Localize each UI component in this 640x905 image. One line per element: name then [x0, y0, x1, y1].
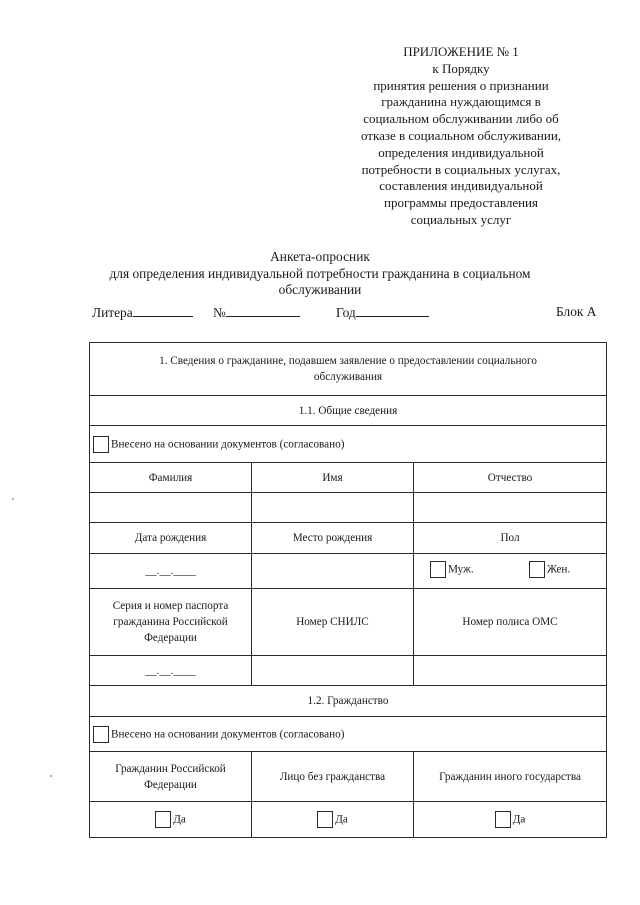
date-placeholder: __.__.____: [145, 664, 196, 677]
documents-checkbox-cell: [90, 426, 607, 463]
meta-line: [0, 304, 640, 322]
title-line-1: Анкета-опросник: [270, 249, 370, 264]
oms-field[interactable]: [414, 656, 607, 686]
documents-checkbox[interactable]: [93, 726, 109, 743]
names-input-row: [90, 493, 607, 523]
patronymic-header: Отчество: [414, 463, 607, 493]
stateless-yes-cell: [252, 802, 414, 838]
litera-blank[interactable]: [133, 304, 193, 317]
appendix-line: потребности в социальных услугах,: [361, 161, 561, 177]
surname-field[interactable]: [90, 493, 252, 523]
gender-male-option[interactable]: [430, 561, 474, 578]
appendix-line: принятия решения о признании: [373, 77, 549, 93]
year-blank[interactable]: [356, 304, 429, 317]
foreign-citizen-header: Гражданин иного государства: [414, 752, 607, 802]
gender-cell: [414, 554, 607, 589]
birth-input-row: [90, 554, 607, 589]
litera-label: Литера: [92, 305, 133, 320]
yes-label: Да: [335, 813, 348, 826]
subsection-citizenship-title: 1.2. Гражданство: [90, 686, 607, 717]
birth-date-field[interactable]: [90, 554, 252, 589]
scan-speck: [50, 775, 52, 777]
gender-female-option[interactable]: [529, 561, 570, 578]
passport-header-line: Федерации: [144, 632, 197, 644]
documents-checkbox-label: Внесено на основании документов (согласовано): [111, 728, 345, 740]
citizen-rf-header-line: Гражданин Российской: [115, 762, 226, 775]
name-field[interactable]: [252, 493, 414, 523]
section1-title-line-2: обслуживания: [313, 371, 383, 383]
section1-title: [90, 343, 607, 396]
year-label: Год: [336, 305, 356, 320]
appendix-line: социальном обслуживании либо об: [363, 111, 559, 127]
appendix-line: отказе в социальном обслуживании,: [360, 127, 562, 143]
section-header-row: [90, 343, 607, 396]
passport-header-line: Серия и номер паспорта: [112, 600, 229, 612]
citizen-rf-yes-checkbox[interactable]: [155, 811, 171, 828]
foreign-citizen-yes-checkbox[interactable]: [495, 811, 511, 828]
patronymic-field[interactable]: [414, 493, 607, 523]
oms-header: Номер полиса ОМС: [414, 589, 607, 656]
number-blank[interactable]: [226, 304, 300, 317]
litera-field: [92, 304, 193, 321]
documents-row: [90, 426, 607, 463]
yes-label: Да: [173, 813, 186, 826]
documents-checkbox-label: Внесено на основании документов (согласовано): [111, 438, 345, 450]
title-line-3: обслуживании: [278, 282, 362, 298]
documents-input-row: [90, 656, 607, 686]
appendix-header: [330, 44, 592, 229]
stateless-yes-checkbox[interactable]: [317, 811, 333, 828]
yes-label: Да: [512, 813, 526, 826]
number-label: №: [213, 305, 226, 320]
documents-checkbox[interactable]: [93, 436, 109, 453]
names-header-row: [90, 463, 607, 493]
gender-male-label: Муж.: [448, 563, 474, 576]
appendix-line: гражданина нуждающимся в: [381, 94, 541, 110]
gender-female-label: Жен.: [547, 563, 571, 576]
citizen-rf-header-line: Федерации: [144, 778, 197, 791]
stateless-header: Лицо без гражданства: [252, 752, 414, 802]
appendix-line: социальных услуг: [410, 211, 512, 227]
birth-date-header: Дата рождения: [90, 523, 252, 554]
appendix-line: составления индивидуальной: [379, 178, 543, 194]
appendix-line: определения индивидуальной: [378, 144, 544, 160]
title-line-2: для определения индивидуальной потребности гражданина в социальном: [109, 265, 531, 281]
birth-place-header: Место рождения: [252, 523, 414, 554]
citizenship-header-row: [90, 752, 607, 802]
subsection-row: [90, 396, 607, 426]
surname-header: Фамилия: [90, 463, 252, 493]
scan-speck: [12, 498, 14, 500]
passport-header-line: гражданина Российской: [113, 616, 228, 628]
passport-field[interactable]: [90, 656, 252, 686]
section1-title-line-1: 1. Сведения о гражданине, подавшем заявление о предоставлении социального: [159, 355, 537, 367]
subsection-row: [90, 686, 607, 717]
gender-header: Пол: [414, 523, 607, 554]
appendix-line: ПРИЛОЖЕНИЕ № 1: [403, 44, 519, 59]
documents-row: [90, 717, 607, 752]
questionnaire-table: [89, 342, 607, 838]
passport-header: [90, 589, 252, 656]
foreign-citizen-yes-cell: [414, 802, 607, 838]
name-header: Имя: [252, 463, 414, 493]
appendix-line: к Порядку: [432, 60, 490, 76]
gender-female-checkbox[interactable]: [529, 561, 545, 578]
appendix-line: программы предоставления: [384, 195, 538, 211]
date-placeholder: __.__.____: [145, 565, 196, 577]
snils-field[interactable]: [252, 656, 414, 686]
documents-header-row: [90, 589, 607, 656]
citizen-rf-yes-cell: [90, 802, 252, 838]
snils-header: Номер СНИЛС: [252, 589, 414, 656]
number-field: [213, 304, 300, 321]
citizenship-input-row: [90, 802, 607, 838]
year-field: [336, 304, 429, 321]
subsection-general-title: 1.1. Общие сведения: [90, 396, 607, 426]
documents-checkbox-cell: [90, 717, 607, 752]
document-title: [0, 249, 640, 299]
birth-header-row: [90, 523, 607, 554]
block-label: Блок А: [556, 304, 597, 319]
birth-place-field[interactable]: [252, 554, 414, 589]
gender-male-checkbox[interactable]: [430, 561, 446, 578]
citizen-rf-header: [90, 752, 252, 802]
